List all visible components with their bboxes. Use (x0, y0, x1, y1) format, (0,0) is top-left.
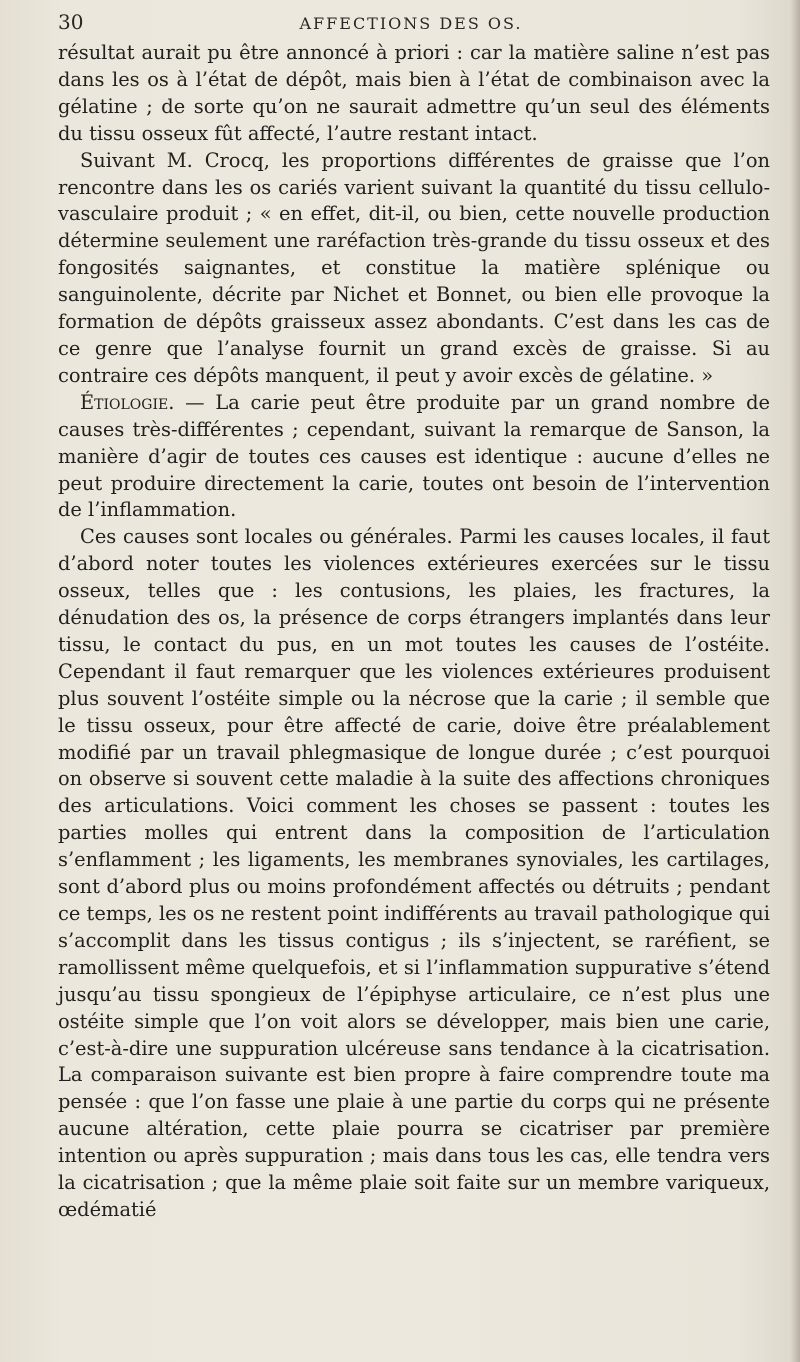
running-title: AFFECTIONS DES OS. (299, 14, 523, 33)
page-number: 30 (58, 10, 84, 34)
running-head (58, 6, 764, 38)
paragraph-4: Ces causes sont locales ou générales. Parmi les causes locales, il faut d’abord noter toutes les violences extérieures exercées sur le tissu osseux, telles que : les contusions, les plaies, les fractures, la dénudation des os, la présence de corps étrangers implantés dans leur tissu, le contact du pus, en un mot toutes les causes de l’ostéite. Cependant il faut remarquer que les violences extérieures produisent plus souvent l’ostéite simple ou la nécrose que la carie ; il semble que le tissu osseux, pour être affecté de carie, doive être préalablement modifié par un travail phlegmasique de longue durée ; c’est pourquoi on observe si souvent cette maladie à la suite des affections chroniques des articulations. Voici comment les choses se passent : toutes les parties molles qui entrent dans la composition de l’articulation s’enflamment ; les ligaments, les membranes synoviales, les cartilages, sont d’abord plus ou moins profondément affectés ou détruits ; pendant ce temps, les os ne restent point indifférents au travail pathologique qui s’accomplit dans les tissus contigus ; ils s’injectent, se raréfient, se ramollissent même quelquefois, et si l’inflammation suppurative s’étend jusqu’au tissu spongieux de l’épiphyse articulaire, ce n’est plus une ostéite simple que l’on voit alors se développer, mais bien une carie, c’est-à-dire une suppuration ulcéreuse sans tendance à la cicatrisation. La comparaison suivante est bien propre à faire comprendre toute ma pensée : que l’on fasse une plaie à une partie du corps qui ne présente aucune altération, cette plaie pourra se cicatriser par première intention ou après suppuration ; mais dans tous les cas, elle tendra vers la cicatrisation ; que la même plaie soit faite sur un membre variqueux, œdématié (58, 525, 770, 1221)
section-heading-etiologie: Étiologie. (80, 390, 175, 414)
paragraph-2: Suivant M. Crocq, les proportions différentes de graisse que l’on rencontre dans les os cariés varient suivant la quantité du tissu cellulo-vasculaire produit ; « en effet, dit-il, ou bien, cette nouvelle production détermine seulement une raréfaction très-grande du tissu osseux et des fongosités saignantes, et constitue la matière splénique ou sanguinolente, décrite par Nichet et Bonnet, ou bien elle provoque la formation de dépôts graisseux assez abondants. C’est dans les cas de ce genre que l’analyse fournit un grand excès de graisse. Si au contraire ces dépôts manquent, il peut y avoir excès de gélatine. » (58, 148, 770, 387)
paragraph-3-text: — La carie peut être produite par un grand nombre de causes très-différentes ; cependant, suivant la remarque de Sanson, la manière d’agir de toutes ces causes est identique : aucune d’elles ne peut produire directement la carie, toutes ont besoin de l’intervention de l’inflammation. (58, 390, 770, 522)
paragraph-3 (58, 390, 770, 525)
body-text (58, 40, 770, 1224)
paragraph-1: résultat aurait pu être annoncé à priori : car la matière saline n’est pas dans les os à l’état de dépôt, mais bien à l’état de combinaison avec la gélatine ; de sorte qu’on ne saurait admettre qu’un seul des éléments du tissu osseux fût affecté, l’autre restant intact. (58, 41, 770, 145)
page-edge-shadow (790, 0, 800, 1362)
